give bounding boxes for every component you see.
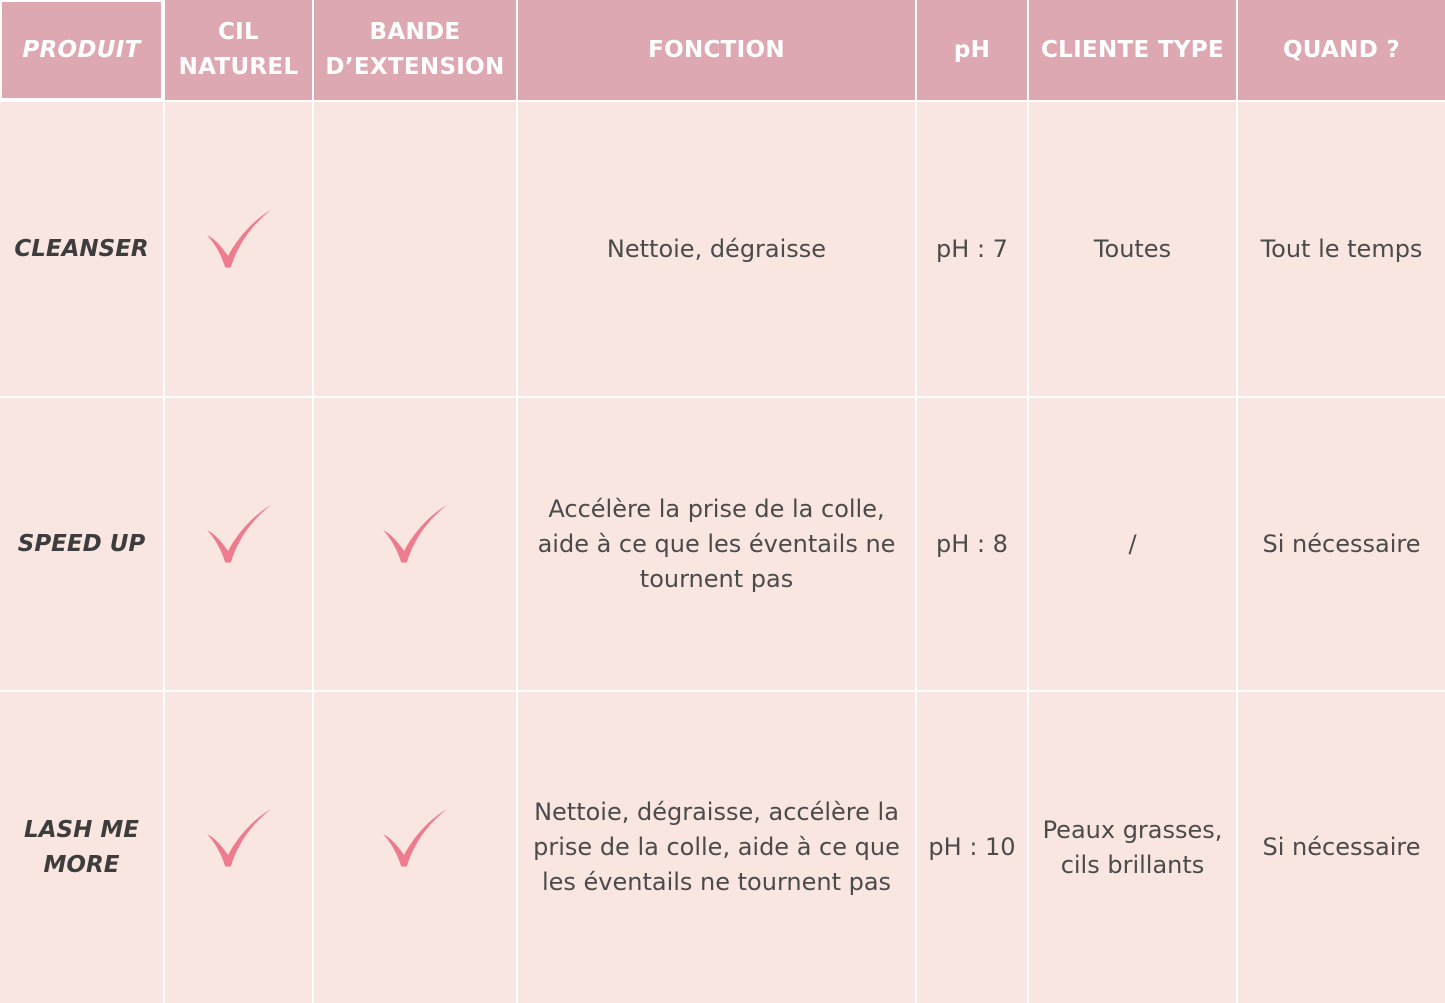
product-name: LASH ME MORE bbox=[24, 816, 139, 878]
row-speed-up-produit bbox=[0, 398, 163, 690]
header-cliente-type-label: CLIENTE TYPE bbox=[1041, 36, 1224, 63]
product-name: SPEED UP bbox=[17, 530, 146, 557]
header-quand bbox=[1238, 0, 1445, 100]
product-name: CLEANSER bbox=[14, 235, 149, 262]
header-ph-label: pH bbox=[953, 36, 991, 63]
header-produit bbox=[0, 0, 163, 100]
row-speed-up-quand bbox=[1238, 398, 1445, 690]
check-icon bbox=[205, 504, 273, 566]
fonction-text: Accélère la prise de la colle, aide à ce que les éventails ne tournent pas bbox=[537, 494, 896, 593]
check-icon bbox=[381, 808, 449, 870]
row-cleanser-quand bbox=[1238, 102, 1445, 396]
row-speed-up-cliente-type bbox=[1029, 398, 1236, 690]
ph-value: pH : 7 bbox=[936, 234, 1008, 263]
row-speed-up-cil-naturel bbox=[165, 398, 312, 690]
header-cliente-type bbox=[1029, 0, 1236, 100]
row-cleanser-bande-extension bbox=[314, 102, 516, 396]
quand-text: Si nécessaire bbox=[1262, 529, 1421, 558]
quand-text: Tout le temps bbox=[1260, 234, 1423, 263]
fonction-text: Nettoie, dégraisse bbox=[606, 234, 827, 263]
row-cleanser-ph bbox=[917, 102, 1027, 396]
header-quand-label: QUAND ? bbox=[1282, 36, 1401, 63]
cliente-type-text: / bbox=[1128, 529, 1137, 558]
row-cleanser-produit bbox=[0, 102, 163, 396]
quand-text: Si nécessaire bbox=[1262, 833, 1421, 861]
row-lash-me-more-cil-naturel bbox=[165, 692, 312, 1003]
cliente-type-text: Peaux grasses, cils brillants bbox=[1042, 815, 1223, 879]
row-speed-up-ph bbox=[917, 398, 1027, 690]
row-cleanser-cil-naturel bbox=[165, 102, 312, 396]
header-cil-naturel-label: CIL NATUREL bbox=[178, 19, 299, 80]
check-icon bbox=[205, 808, 273, 870]
header-bande-extension-label: BANDE D’EXTENSION bbox=[325, 19, 505, 80]
check-icon bbox=[205, 209, 273, 271]
row-lash-me-more-ph bbox=[917, 692, 1027, 1003]
header-fonction-label: FONCTION bbox=[648, 36, 785, 63]
header-fonction bbox=[518, 0, 915, 100]
row-lash-me-more-quand bbox=[1238, 692, 1445, 1003]
ph-value: pH : 10 bbox=[928, 833, 1016, 861]
row-speed-up-bande-extension bbox=[314, 398, 516, 690]
header-bande-extension bbox=[314, 0, 516, 100]
fonction-text: Nettoie, dégraisse, accélère la prise de la colle, aide à ce que les éventails ne tournent pas bbox=[533, 798, 900, 896]
row-cleanser-fonction bbox=[518, 102, 915, 396]
ph-value: pH : 8 bbox=[936, 529, 1008, 558]
row-cleanser-cliente-type bbox=[1029, 102, 1236, 396]
cliente-type-text: Toutes bbox=[1093, 234, 1172, 263]
header-cil-naturel bbox=[165, 0, 312, 100]
row-lash-me-more-fonction bbox=[518, 692, 915, 1003]
check-icon bbox=[381, 504, 449, 566]
row-lash-me-more-produit bbox=[0, 692, 163, 1003]
row-speed-up-fonction bbox=[518, 398, 915, 690]
row-lash-me-more-bande-extension bbox=[314, 692, 516, 1003]
header-produit-label: PRODUIT bbox=[22, 36, 141, 63]
header-ph bbox=[917, 0, 1027, 100]
row-lash-me-more-cliente-type bbox=[1029, 692, 1236, 1003]
